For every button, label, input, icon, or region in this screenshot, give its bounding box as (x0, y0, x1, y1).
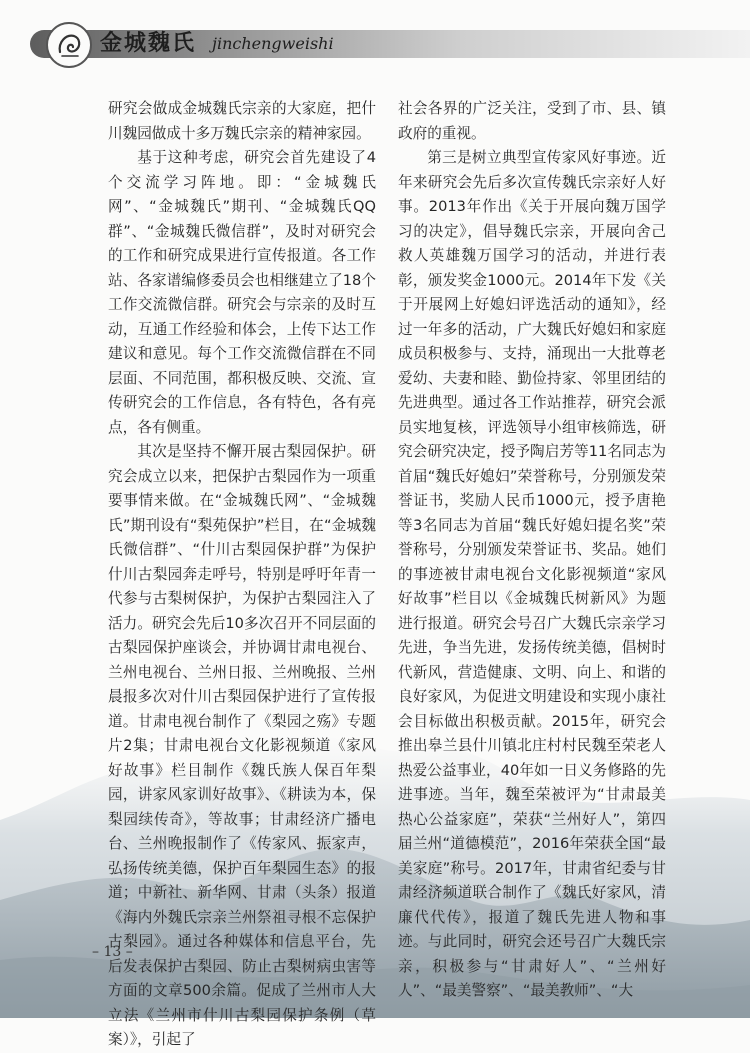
article-column-left (108, 97, 376, 1053)
paragraph: 第三是树立典型宣传家风好事迹。近年来研究会先后多次宣传魏氏宗亲好人好事。2013年作出《关于开展向魏万国学习的决定》，倡导魏氏宗亲，开展向舍己救人英雄魏万国学习的活动，并进行表彰，颁发奖金1000元。2014年下发《关于开展网上好媳妇评选活动的通知》，经过一年多的活动，广大魏氏好媳妇和家庭成员积极参与、支持，涌现出一大批尊老爱幼、夫妻和睦、勤俭持家、邻里团结的先进典型。通过各工作站推荐，研究会派员实地复核，评选领导小组审核筛选，研究会研究决定，授予陶启芳等11名同志为首届“魏氏好媳妇”荣誉称号，分别颁发荣誉证书，奖励人民币1000元，授予唐艳等3名同志为首届“魏氏好媳妇提名奖”荣誉称号，分别颁发荣誉证书、奖品。她们的事迹被甘肃电视台文化影视频道“家风好故事”栏目以《金城魏氏树新风》为题进行报道。研究会号召广大魏氏宗亲学习先进，争当先进，发扬传统美德，倡树时代新风，营造健康、文明、向上、和谐的良好家风，为促进文明建设和实现小康社会目标做出积极贡献。2015年，研究会推出皋兰县什川镇北庄村村民魏至荣老人热爱公益事业，40年如一日义务修路的先进事迹。当年，魏至荣被评为“甘肃最美热心公益家庭”，荣获“兰州好人”，第四届兰州“道德模范”，2016年荣获全国“最美家庭”称号。2017年，甘肃省纪委与甘肃经济频道联合制作了《魏氏好家风，清廉代代传》，报道了魏氏先进人物和事迹。与此同时，研究会还号召广大魏氏宗亲，积极参与“甘肃好人”、“兰州好人”、“最美警察”、“最美教师”、“大 (398, 149, 666, 999)
paragraph: 基于这种考虑，研究会首先建设了4个交流学习阵地。即：“金城魏氏网”、“金城魏氏”期刊、“金城魏氏QQ群”、“金城魏氏微信群”，及时对研究会的工作和研究成果进行宣传报道。各工作站、各家谱编修委员会也相继建立了18个工作交流微信群。研究会与宗亲的及时互动，互通工作经验和体会，上传下达工作建议和意见。每个工作交流微信群在不同层面、不同范围，都积极反映、交流、宣传研究会的工作信息，各有特色，各有亮点，各有侧重。 (108, 149, 376, 436)
article-column-right (398, 97, 666, 1004)
clan-logo-emblem-icon (48, 24, 90, 66)
paragraph-continued: 社会各界的广泛关注，受到了市、县、镇政府的重视。 (398, 100, 666, 142)
clan-logo-icon (46, 22, 92, 68)
paragraph: 其次是坚持不懈开展古梨园保护。研究会成立以来，把保护古梨园作为一项重要事情来做。在“金城魏氏网”、“金城魏氏”期刊设有“梨苑保护”栏目，在“金城魏氏微信群”、“什川古梨园保护群”为保护什川古梨园奔走呼号，特别是呼吁年青一代参与古梨树保护，为保护古梨园注入了活力。研究会先后10多次召开不同层面的古梨园保护座谈会，并协调甘肃电视台、兰州电视台、兰州日报、兰州晚报、兰州晨报多次对什川古梨园保护进行了宣传报道。甘肃电视台制作了《梨园之殇》专题片2集；甘肃电视台文化影视频道《家风好故事》栏目制作《魏氏族人保百年梨园，讲家风家训好故事》、《耕读为本，保梨园续传奇》，等故事；甘肃经济广播电台、兰州晚报制作了《传家风、振家声，弘扬传统美德，保护百年梨园生态》的报道；中新社、新华网、甘肃（头条）报道《海内外魏氏宗亲兰州祭祖寻根不忘保护古梨园》。通过各种媒体和信息平台，先后发表保护古梨园、防止古梨树病虫害等方面的文章500余篇。促成了兰州市人大立法《兰州市什川古梨园保护条例（草案）》，引起了 (108, 443, 376, 1048)
page-number: – 13 – (92, 944, 133, 960)
magazine-brand-pinyin: jinchengweishi (212, 34, 334, 53)
magazine-brand-title: 金城魏氏 (100, 30, 197, 56)
paragraph-continued: 研究会做成金城魏氏宗亲的大家庭，把什川魏园做成十多万魏氏宗亲的精神家园。 (108, 100, 376, 142)
page-header (0, 0, 750, 78)
